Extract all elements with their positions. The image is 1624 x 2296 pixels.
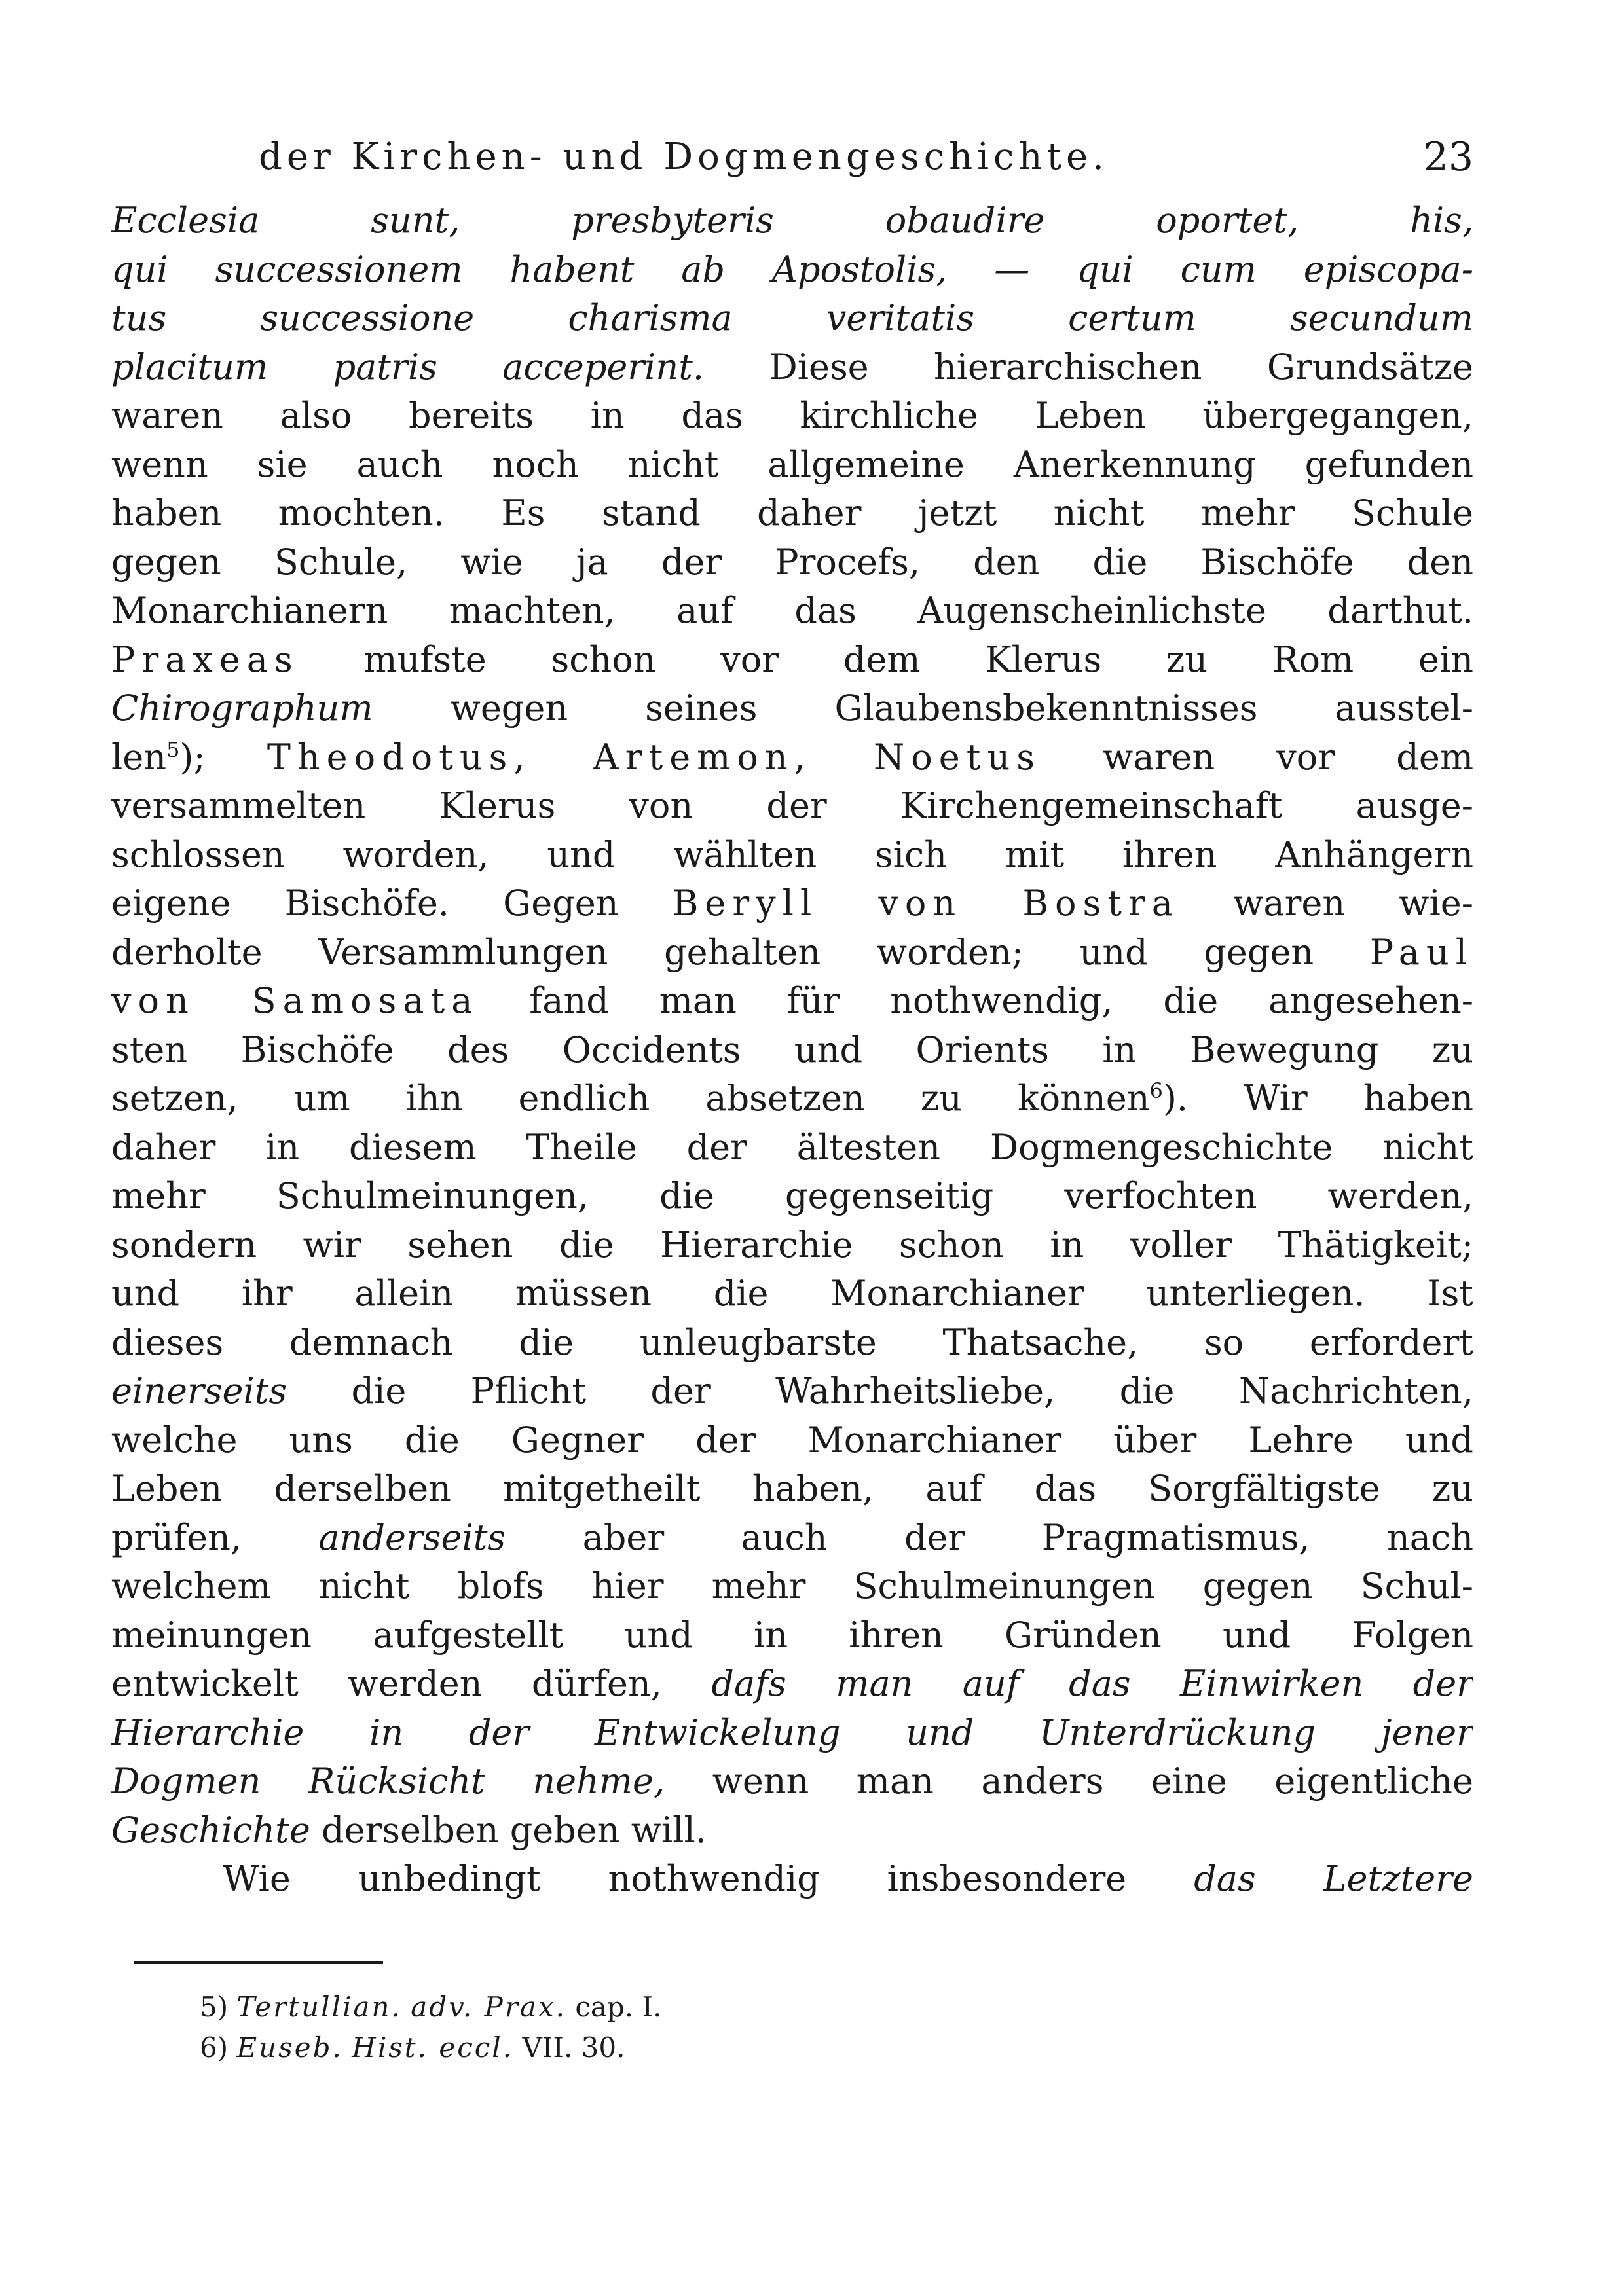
spaced-name: Beryll von Bostra	[672, 883, 1179, 924]
text-line: waren also bereits in das kirchliche Leben übergegangen,	[111, 395, 1473, 436]
text-line	[111, 733, 1473, 782]
text-line	[111, 684, 1473, 733]
text-line: versammelten Klerus von der Kirchengemeinschaft ausge-	[111, 785, 1473, 826]
footnote-ref-text: VII. 30.	[522, 2032, 625, 2064]
text-line	[111, 636, 1473, 685]
italic-phrase: Dogmen Rücksicht nehme,	[111, 1760, 665, 1802]
footnote	[200, 1987, 1313, 2028]
italic-phrase: das Letztere	[1194, 1858, 1473, 1899]
line-text	[111, 1078, 1473, 1119]
text-line: und ihr allein müssen die Monarchianer unterliegen. Ist	[111, 1273, 1473, 1314]
text-line	[111, 879, 1473, 928]
spaced-name: Noetus	[874, 736, 1041, 778]
spaced-name: Theodotus,	[267, 736, 532, 778]
text-line: wenn sie auch noch nicht allgemeine Anerkennung gefunden	[111, 443, 1473, 485]
line-text-part: len	[111, 736, 167, 778]
spaced-name: von Samosata	[111, 980, 479, 1021]
line-text-part: setzen, um ihn endlich absetzen zu können	[111, 1078, 1150, 1119]
spaced-name: Paul	[1369, 931, 1473, 973]
running-header	[259, 131, 1473, 183]
line-text: derholte Versammlungen gehalten worden; und gegen	[111, 931, 1314, 973]
line-text: prüfen,	[111, 1516, 242, 1558]
footnote-ref: 5	[166, 737, 180, 762]
text-line: meinungen aufgestellt und in ihren Gründen und Folgen	[111, 1614, 1473, 1656]
text-line	[111, 1660, 1473, 1709]
text-line: Leben derselben mitgetheilt haben, auf das Sorgfältigste zu	[111, 1468, 1473, 1509]
text-line: dieses demnach die unleugbarste Thatsache, so erfordert	[111, 1321, 1473, 1363]
footnote-work: adv. Prax.	[411, 1991, 566, 2023]
line-text: wegen seines Glaubensbekenntnisses ausstel-	[450, 687, 1473, 729]
text-line: schlossen worden, und wählten sich mit ihren Anhängern	[111, 833, 1473, 875]
text-line: sondern wir sehen die Hierarchie schon in voller Thätigkeit;	[111, 1224, 1473, 1266]
footnote-ref-text: cap. I.	[575, 1991, 662, 2023]
italic-phrase: einerseits	[111, 1370, 287, 1412]
italic-phrase: Chirographum	[111, 687, 373, 729]
text-line	[111, 1514, 1473, 1563]
footnote	[200, 2028, 1313, 2068]
line-text: mufste schon vor dem Klerus zu Rom ein	[363, 638, 1473, 680]
footnote-author: Tertullian.	[236, 1991, 402, 2023]
footnote-work: Hist. eccl.	[352, 2032, 514, 2064]
text-line: qui successionem habent ab Apostolis, — qui cum episcopa-	[111, 248, 1473, 290]
line-text: fand man für nothwendig, die angesehen-	[529, 980, 1473, 1021]
line-text: Wie unbedingt nothwendig insbesondere	[223, 1858, 1127, 1899]
page-number: 23	[1423, 134, 1473, 180]
text-line: Monarchianern machten, auf das Augenscheinlichste darthut.	[111, 590, 1473, 631]
text-line: sten Bischöfe des Occidents und Orients in Bewegung zu	[111, 1029, 1473, 1070]
text-line: daher in diesem Theile der ältesten Dogmengeschichte nicht	[111, 1126, 1473, 1168]
text-line	[111, 1757, 1473, 1806]
line-text-part: ). Wir haben	[1162, 1078, 1473, 1119]
line-text: wenn man anders eine eigentliche	[712, 1760, 1473, 1802]
text-line: haben mochten. Es stand daher jetzt nicht mehr Schule	[111, 492, 1473, 534]
footnote-marker: 6)	[200, 2032, 229, 2064]
text-line	[111, 1806, 1473, 1855]
text-line	[111, 928, 1473, 977]
line-text: Diese hierarchischen Grundsätze	[769, 346, 1473, 388]
footnote-ref: 6	[1149, 1078, 1163, 1103]
line-text: waren vor dem	[1103, 736, 1473, 778]
text-line: Ecclesia sunt, presbyteris obaudire oportet, his,	[111, 200, 1473, 241]
text-line	[111, 977, 1473, 1026]
text-line: mehr Schulmeinungen, die gegenseitig verfochten werden,	[111, 1175, 1473, 1216]
italic-phrase: dafs man auf das Einwirken der	[711, 1663, 1473, 1704]
italic-phrase: Geschichte	[111, 1809, 310, 1851]
text-line	[111, 343, 1473, 392]
italic-phrase: placitum patris acceperint.	[111, 346, 705, 388]
spaced-name: Praxeas	[111, 638, 299, 680]
text-line: gegen Schule, wie ja der Procefs, den die Bischöfe den	[111, 541, 1473, 583]
text-line: tus successione charisma veritatis certum secundum	[111, 297, 1473, 338]
footnotes	[200, 1987, 1313, 2068]
footnote-marker: 5)	[200, 1991, 229, 2023]
text-line	[111, 1367, 1473, 1416]
text-line: welche uns die Gegner der Monarchianer über Lehre und	[111, 1419, 1473, 1461]
line-text: waren wie-	[1233, 883, 1473, 924]
text-line: Hierarchie in der Entwickelung und Unterdrückung jener	[111, 1711, 1473, 1753]
line-text: aber auch der Pragmatismus, nach	[582, 1516, 1473, 1558]
footnote-author: Euseb.	[236, 2032, 343, 2064]
main-text	[111, 196, 1473, 1904]
text-line	[111, 1074, 1473, 1123]
line-text	[111, 737, 206, 778]
spaced-name: Artemon,	[593, 736, 812, 778]
line-text-part: );	[179, 736, 206, 778]
line-text: entwickelt werden dürfen,	[111, 1663, 662, 1704]
italic-phrase: anderseits	[318, 1516, 506, 1558]
text-line: welchem nicht blofs hier mehr Schulmeinungen gegen Schul-	[111, 1565, 1473, 1607]
text-line	[111, 1855, 1473, 1904]
line-text: die Pflicht der Wahrheitsliebe, die Nachrichten,	[351, 1370, 1473, 1412]
footnote-separator	[134, 1961, 383, 1964]
line-text: eigene Bischöfe. Gegen	[111, 883, 619, 924]
running-title: der Kirchen- und Dogmengeschichte.	[259, 136, 1109, 178]
line-text: derselben geben will.	[321, 1809, 707, 1851]
